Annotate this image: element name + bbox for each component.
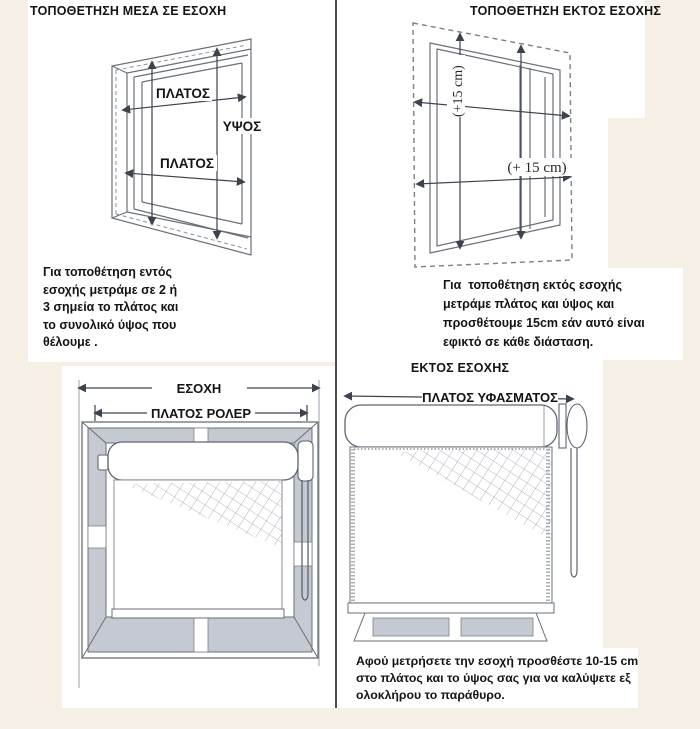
note-line: στο πλάτος και το ύψος σας για να καλύψετε εξ (356, 671, 631, 685)
recess-frame (112, 39, 251, 255)
bottom-bar (112, 609, 284, 618)
title-inside-recess: ΤΟΠΟΘΕΤΗΣΗ ΜΕΣΑ ΣΕ ΕΣΟΧΗ (30, 4, 227, 18)
plus15-horizontal-label: (+ 15 cm) (507, 160, 567, 176)
note-line: Για τοποθέτηση εκτός εσοχής (443, 278, 622, 292)
note-line: μετράμε πλάτος και ύψος και (443, 297, 615, 311)
recess-label: ΕΣΟΧΗ (176, 381, 222, 396)
bottom-bar (348, 603, 554, 613)
title-outside-recess: ΤΟΠΟΘΕΤΗΣΗ ΕΚΤΟΣ ΕΣΟΧΗΣ (470, 4, 662, 18)
title-outside-recess-bottom: ΕΚΤΟΣ ΕΣΟΧΗΣ (410, 361, 510, 375)
plus15-vertical-label: (+15 cm) (451, 65, 466, 117)
fabric-width-label: ΠΛΑΤΟΣ ΥΦΑΣΜΑΤΟΣ (422, 390, 558, 405)
note-line: Αφού μετρήσετε την εσοχή προσθέστε 10-15 cm (356, 654, 639, 668)
width-label-top: ΠΛΑΤΟΣ (156, 86, 210, 101)
note-line: 3 σημεία το πλάτος και (43, 300, 179, 314)
note-line: ολοκλήρου το παράθυρο. (356, 688, 505, 702)
inside-recess-window-diagram (30, 26, 325, 264)
note-line: το συνολικό ύψος που (43, 317, 177, 332)
note-line: θέλουμε . (43, 335, 98, 349)
roller-blind (345, 404, 587, 613)
width-label-bottom: ΠΛΑΤΟΣ (160, 156, 214, 171)
roller-left-bracket (98, 455, 108, 470)
roller-tube (345, 405, 557, 447)
note-outside-recess (443, 276, 645, 352)
outside-recess-window-diagram (390, 18, 668, 273)
roller-tube (108, 442, 298, 480)
note-line: εφικτό σε κάθε διάσταση. (443, 335, 594, 349)
measure-arrows (415, 34, 570, 248)
center-divider (335, 0, 337, 708)
note-outside-measure (356, 653, 638, 704)
inside-recess-roller-diagram (62, 376, 335, 710)
outside-recess-roller-diagram (340, 385, 602, 648)
roller-blind (98, 441, 313, 618)
note-line: εσοχής μετράμε σε 2 ή (43, 282, 178, 297)
note-inside-recess (43, 264, 178, 352)
chain (571, 448, 577, 577)
note-line: Για τοποθέτηση εντός (43, 265, 172, 279)
measure-arrows (123, 49, 245, 238)
roller-right-bracket (567, 404, 587, 448)
dashed-construction-lines (116, 45, 247, 249)
note-line: προσθέτουμε 15cm εάν αυτό είναι (443, 316, 645, 330)
bracket-plate (559, 404, 566, 448)
window-sill (354, 613, 547, 641)
roller-right-bracket (298, 441, 313, 481)
roller-width-label: ΠΛΑΤΟΣ ΡΟΛΕΡ (150, 406, 252, 421)
height-label: ΥΨΟΣ (222, 119, 262, 134)
